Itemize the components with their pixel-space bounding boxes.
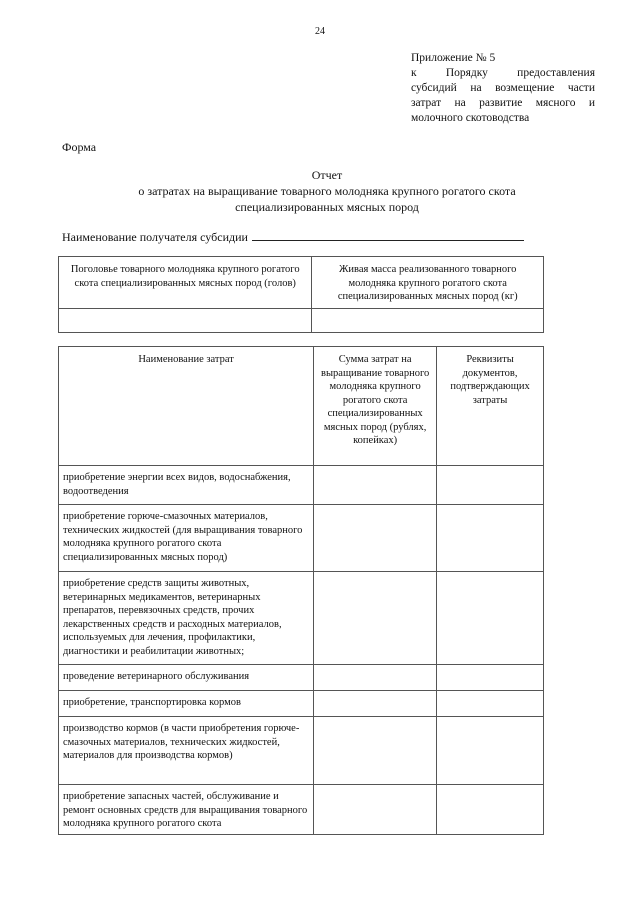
- expense-sum-cell[interactable]: [314, 717, 437, 785]
- documents-cell[interactable]: [437, 466, 544, 505]
- recipient-input-line[interactable]: [252, 229, 524, 241]
- livestock-table: [58, 256, 544, 333]
- documents-cell[interactable]: [437, 665, 544, 691]
- documents-cell[interactable]: [437, 691, 544, 717]
- documents-cell[interactable]: [437, 572, 544, 665]
- expense-name: приобретение горюче-смазочных материалов, технических жидкостей (для выращивания товарного молодняка крупного рогатого скота специализированных мясных пород): [59, 505, 314, 572]
- header-live-weight: Живая масса реализованного товарного молодняка крупного рогатого скота специализированных мясных пород (кг): [312, 257, 544, 309]
- table-row: [59, 665, 544, 691]
- expense-name: приобретение средств защиты животных, ветеринарных медикаментов, ветеринарных препаратов, перевязочных средств, прочих лекарственных средств и расходных материалов, используемых для лечения, профилактики, диагностики и реабилитации животных;: [59, 572, 314, 665]
- expense-sum-cell[interactable]: [314, 691, 437, 717]
- documents-cell[interactable]: [437, 785, 544, 835]
- header-head-count: Поголовье товарного молодняка крупного рогатого скота специализированных мясных пород (голов): [59, 257, 312, 309]
- expense-name: приобретение энергии всех видов, водоснабжения, водоотведения: [59, 466, 314, 505]
- documents-cell[interactable]: [437, 717, 544, 785]
- cell-live-weight[interactable]: [312, 309, 544, 333]
- title-line: Отчет: [311, 168, 343, 182]
- expenses-table: [58, 346, 544, 835]
- report-title: [62, 167, 592, 215]
- form-label: Форма: [62, 140, 97, 154]
- appendix-line: субсидий на возмещение части: [411, 82, 595, 94]
- expense-name: приобретение, транспортировка кормов: [59, 691, 314, 717]
- expense-sum-cell[interactable]: [314, 572, 437, 665]
- appendix-line: к Порядку предоставления: [411, 67, 595, 79]
- expense-name: производство кормов (в части приобретения горюче-смазочных материалов, технических жидкостей, материалов для производства кормов): [59, 717, 314, 785]
- table-row: [59, 785, 544, 835]
- cell-head-count[interactable]: [59, 309, 312, 333]
- header-expense-name: Наименование затрат: [59, 347, 314, 466]
- expense-sum-cell[interactable]: [314, 665, 437, 691]
- recipient-field: [62, 229, 524, 245]
- appendix-line: затрат на развитие мясного и: [411, 97, 595, 109]
- table-row: [59, 505, 544, 572]
- table-row: [59, 717, 544, 785]
- documents-cell[interactable]: [437, 505, 544, 572]
- expense-name: проведение ветеринарного обслуживания: [59, 665, 314, 691]
- appendix-line: Приложение № 5: [411, 52, 496, 64]
- title-line: специализированных мясных пород: [235, 200, 419, 214]
- expense-sum-cell[interactable]: [314, 505, 437, 572]
- page-number: 24: [315, 26, 325, 37]
- appendix-note: [411, 51, 595, 126]
- header-documents: Реквизиты документов, подтверждающих затраты: [437, 347, 544, 466]
- expense-sum-cell[interactable]: [314, 785, 437, 835]
- expense-name: приобретение запасных частей, обслуживание и ремонт основных средств для выращивания товарного молодняка крупного рогатого скота: [59, 785, 314, 835]
- table-row: [59, 466, 544, 505]
- title-line: о затратах на выращивание товарного молодняка крупного рогатого скота: [138, 184, 516, 198]
- header-expense-sum: Сумма затрат на выращивание товарного молодняка крупного рогатого скота специализированных мясных пород (рублях, копейках): [314, 347, 437, 466]
- recipient-label: Наименование получателя субсидии: [62, 230, 248, 244]
- table-row: [59, 572, 544, 665]
- table-row: [59, 691, 544, 717]
- appendix-line: молочного скотоводства: [411, 112, 530, 124]
- expense-sum-cell[interactable]: [314, 466, 437, 505]
